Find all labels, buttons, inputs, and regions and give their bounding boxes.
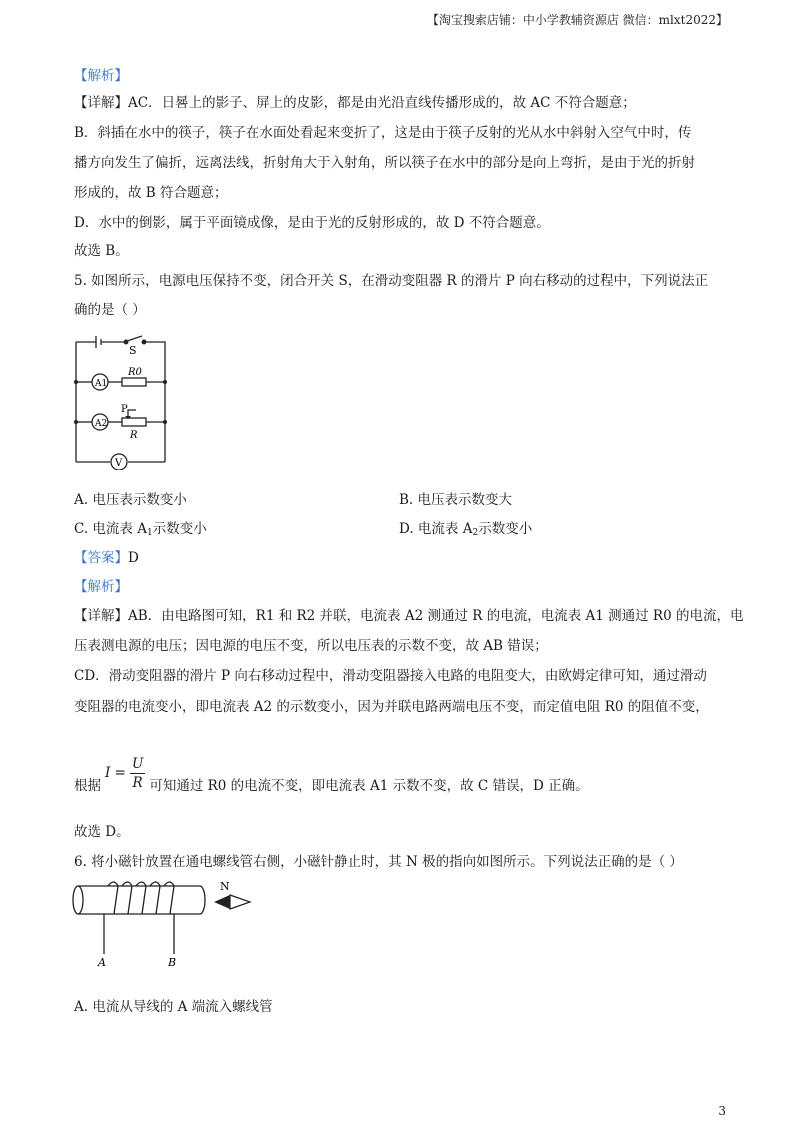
q4-b-block xyxy=(74,123,734,143)
q5-option-c: C. 电流表 $A_1$示数变小 xyxy=(74,521,207,538)
lead-b-label: B xyxy=(168,956,177,969)
q5-ab-line-1: 【详解】AB．由电路图可知，R1 和 R2 并联，电流表 A2 测通过 R 的电流，电流表 A1 测通过 R0 的电流，电 xyxy=(74,608,744,624)
q5-detail-block xyxy=(74,606,744,626)
q4-b-block-2 xyxy=(74,153,734,173)
q5-cd-block-1 xyxy=(74,666,734,686)
circuit-diagram xyxy=(66,330,176,470)
q4-b-block-3 xyxy=(74,183,734,203)
formula-numerator: U xyxy=(131,755,144,772)
q5-choose: 故选 D。 xyxy=(74,824,130,840)
header-note: 【淘宝搜索店铺：中小学教辅资源店 微信：mlxt2022】 xyxy=(426,13,728,27)
q4-d-block xyxy=(74,213,734,233)
q5-cd-line-1: CD．滑动变阻器的滑片 P 向右移动过程中，滑动变阻器接入电路的电阻变大，由欧姆定律可知，通过滑动 xyxy=(74,668,707,684)
q4-choose-block xyxy=(74,241,734,261)
formula-fraction xyxy=(130,755,145,792)
q6-option-a: A. 电流从导线的 A 端流入螺线管 xyxy=(74,999,273,1015)
answer-value: D xyxy=(128,550,139,566)
q5-answer xyxy=(74,548,734,568)
slider-p-label: P xyxy=(121,404,128,415)
q5-cd-block-2 xyxy=(74,697,734,717)
q4-line-5: D．水中的倒影，属于平面镜成像，是由于光的反射形成的，故 D 不符合题意。 xyxy=(74,215,550,231)
q5-stem-1: 5. 如图所示，电源电压保持不变，闭合开关 S，在滑动变阻器 R 的滑片 P 向右移动的过程中，下列说法正 xyxy=(74,273,709,289)
q4-line-2: B．斜插在水中的筷子，筷子在水面处看起来变折了，这是由于筷子反射的光从水中斜射入空气中时，传 xyxy=(74,125,692,141)
n-pole-label: N xyxy=(220,880,230,893)
q6-option-block xyxy=(74,997,734,1017)
q4-detail xyxy=(74,93,734,113)
q5-ab-line-2: 压表测电源的电压；因电源的电压不变，所以电压表的示数不变，故 AB 错误； xyxy=(74,638,548,654)
q5-analysis xyxy=(74,577,734,597)
q4-analysis xyxy=(74,66,734,86)
q5-formula-line xyxy=(74,752,734,794)
q5-option-b: B. 电压表示数变大 xyxy=(399,492,513,508)
q6-stem-line: 6. 将小磁针放置在通电螺线管右侧，小磁针静止时，其 N 极的指向如图所示。下列说法正确的是（ ） xyxy=(74,854,683,870)
lead-a-label: A xyxy=(98,956,106,969)
solenoid-diagram xyxy=(70,878,260,970)
q5-stem-2: 确的是（ ） xyxy=(74,302,146,318)
formula-denominator: R xyxy=(132,774,143,791)
page-number: 3 xyxy=(718,1104,726,1118)
analysis-tag: 【解析】 xyxy=(74,68,128,84)
q5-cd-line-2: 变阻器的电流变小，即电流表 A2 的示数变小，因为并联电路两端电压不变，而定值电阻 R0 的阻值不变， xyxy=(74,699,709,715)
q4-choose: 故选 B。 xyxy=(74,243,129,259)
q5-option-a: A. 电压表示数变小 xyxy=(74,492,187,508)
q6-stem xyxy=(74,852,734,872)
ammeter-a2-label: A2 xyxy=(95,419,108,429)
q4-line-3: 播方向发生了偏折，远离法线，折射角大于入射角，所以筷子在水中的部分是向上弯折，是由于光的折射 xyxy=(74,155,695,171)
formula-post: 可知通过 R0 的电流不变，即电流表 A1 示数不变，故 C 错误，D 正确。 xyxy=(149,778,589,794)
switch-label: S xyxy=(129,344,137,357)
q4-detail-line-1: 【详解】AC．日晷上的影子、屏上的皮影，都是由光沿直线传播形成的，故 AC 不符合题意； xyxy=(74,95,636,111)
q4-line-4: 形成的，故 B 符合题意； xyxy=(74,185,228,201)
answer-tag: 【答案】 xyxy=(74,550,128,566)
q5-option-d: D. 电流表 $A_2$示数变小 xyxy=(399,521,533,538)
formula-pre: 根据 xyxy=(74,778,101,794)
q5-stem xyxy=(74,271,734,291)
voltmeter-label: V xyxy=(115,458,123,469)
formula-lhs: I = xyxy=(105,765,126,781)
q5-choose-block xyxy=(74,822,734,842)
q5-stem-block-2 xyxy=(74,300,734,320)
analysis-tag-2: 【解析】 xyxy=(74,579,128,595)
r-label: R xyxy=(130,430,138,441)
r0-label: R0 xyxy=(128,367,142,378)
q5-ab-block-2 xyxy=(74,636,734,656)
ammeter-a1-label: A1 xyxy=(95,379,108,389)
